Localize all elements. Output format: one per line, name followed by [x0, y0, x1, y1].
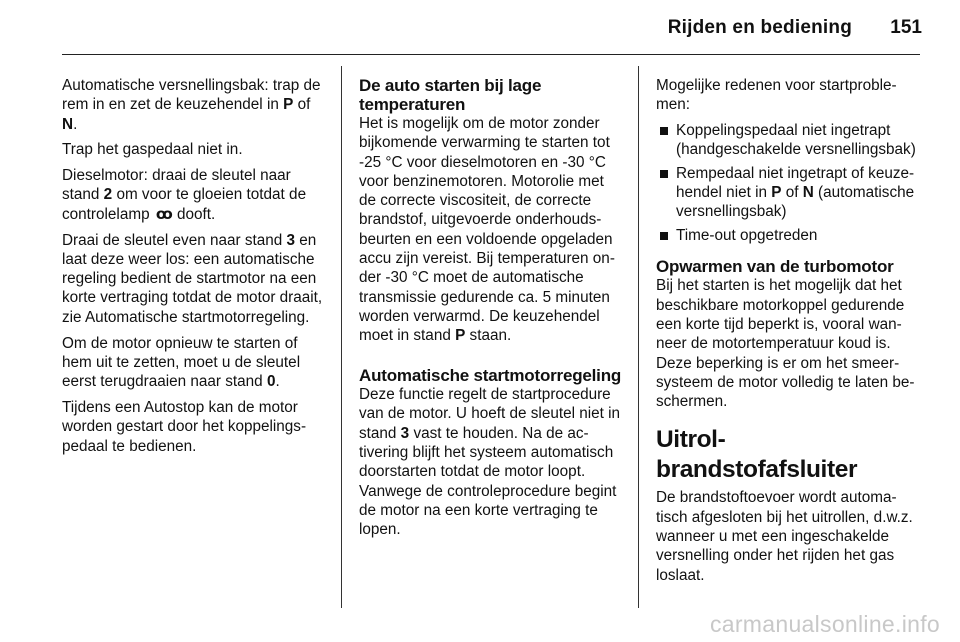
section-heading-large: Uitrol-brandstofafsluiter [656, 426, 858, 484]
text-column-1 [62, 76, 328, 462]
paragraph [359, 385, 624, 539]
text-span: Het is mogelijk om de motor zonder bijkomende verwarming te starten tot -25 °C voor dieselmotoren en -30 °C voor benzinemotoren. Motorolie met de correcte viscositeit, de correcte brandstof, uitgevoerde onderhoudsbeurten en een voldoende opgeladen accu zijn vereist. Bij temperaturen onder -30 °C moet de automatische transmissie gedurende ca. 5 minuten worden verwarmd. De keuzehendel moet in stand [359, 115, 615, 345]
paragraph [62, 334, 328, 392]
text-span: vast te houden. Na de activering blijft het systeem automatisch doorstarten totdat de motor loopt. Vanwege de controleprocedure begint de motor na een korte vertraging te lopen. [359, 424, 617, 539]
key-position: 0 [266, 373, 276, 391]
list-item [656, 164, 922, 222]
glow-plug-lamp-icon: ꝏ [155, 205, 171, 223]
gear-letter: N [62, 115, 74, 133]
text-span: en laat deze weer los: een automatische regeling bedient de startmotor na een korte vertraging totdat de motor draait, zie Automatische startmotorregeling. [62, 231, 323, 326]
text-span: dooft. [177, 205, 216, 223]
key-position: 3 [400, 424, 410, 442]
bullet-square-icon [660, 232, 668, 240]
paragraph: Tijdens een Autostop kan de motor worden gestart door het koppelingspedaal te bedienen. [62, 398, 307, 455]
paragraph: De brandstoftoevoer wordt automatisch afgesloten bij het uitrollen, d.w.z. wanneer u met een ingeschakelde versnelling onder het rijden het gas loslaat. [656, 489, 913, 584]
bullet-square-icon [660, 170, 668, 178]
text-span: Dieselmotor: draai de sleutel naar stand [62, 167, 291, 204]
paragraph: Mogelijke redenen voor startproblemen: [656, 77, 897, 114]
gear-letter: P [771, 183, 782, 201]
text-span: . [275, 373, 280, 391]
text-span: Om de motor opnieuw te starten of hem uit te zetten, moet u de sleutel eerst terugdraaien naar stand [62, 334, 301, 391]
text-span: Rempedaal niet ingetrapt of keuzehendel niet in [676, 164, 915, 201]
text-span: . [73, 115, 78, 133]
gear-letter: N [802, 183, 814, 201]
section-heading: Automatische startmotorregeling [359, 366, 622, 386]
bullet-list [656, 121, 922, 245]
column-divider [638, 66, 639, 608]
key-position: 2 [103, 186, 113, 204]
text-span: Automatische versnellingsbak: trap de rem in en zet de keuzehendel in [62, 77, 321, 114]
paragraph [62, 231, 328, 327]
text-span: Koppelingspedaal niet ingetrapt (handgeschakelde versnellingsbak) [676, 122, 916, 159]
paragraph: Trap het gaspedaal niet in. [62, 141, 243, 159]
watermark: carmanualsonline.info [709, 611, 940, 637]
paragraph: Bij het starten is het mogelijk dat het beschikbare motorkoppel gedurende een korte tijd beperkt is, vooral wanneer de motortemperatuur koud is. Deze beperking is er om het smeersysteem de motor volledig te laten beschermen. [656, 277, 915, 411]
bullet-square-icon [660, 127, 668, 135]
text-span: om voor te gloeien totdat de controlelamp [62, 186, 307, 223]
text-column-3 [656, 76, 922, 591]
list-item [656, 121, 922, 160]
text-span: staan. [469, 327, 512, 345]
column-divider [341, 66, 342, 608]
page-number: 151 [890, 17, 922, 38]
key-position: 3 [286, 231, 296, 249]
text-column-2 [359, 76, 624, 546]
text-span: of [785, 183, 799, 201]
gear-letter: P [455, 327, 466, 345]
text-span: Draai de sleutel even naar stand [62, 231, 283, 249]
list-item [656, 226, 922, 245]
paragraph [62, 76, 328, 134]
paragraph [62, 166, 328, 224]
header-rule [62, 54, 920, 55]
text-span: Deze functie regelt de startprocedure van de motor. U hoeft de sleutel niet in stand [359, 386, 621, 442]
section-heading: De auto starten bij lage temperaturen [359, 76, 542, 114]
text-span: Time-out opgetreden [676, 226, 818, 244]
page-header-title: Rijden en bediening [667, 17, 852, 38]
text-span: of [297, 96, 311, 114]
section-heading: Opwarmen van de turbomotor [656, 257, 894, 277]
text-span: (automatische versnellingsbak) [676, 183, 915, 221]
gear-letter: P [283, 96, 294, 114]
paragraph [359, 114, 624, 346]
